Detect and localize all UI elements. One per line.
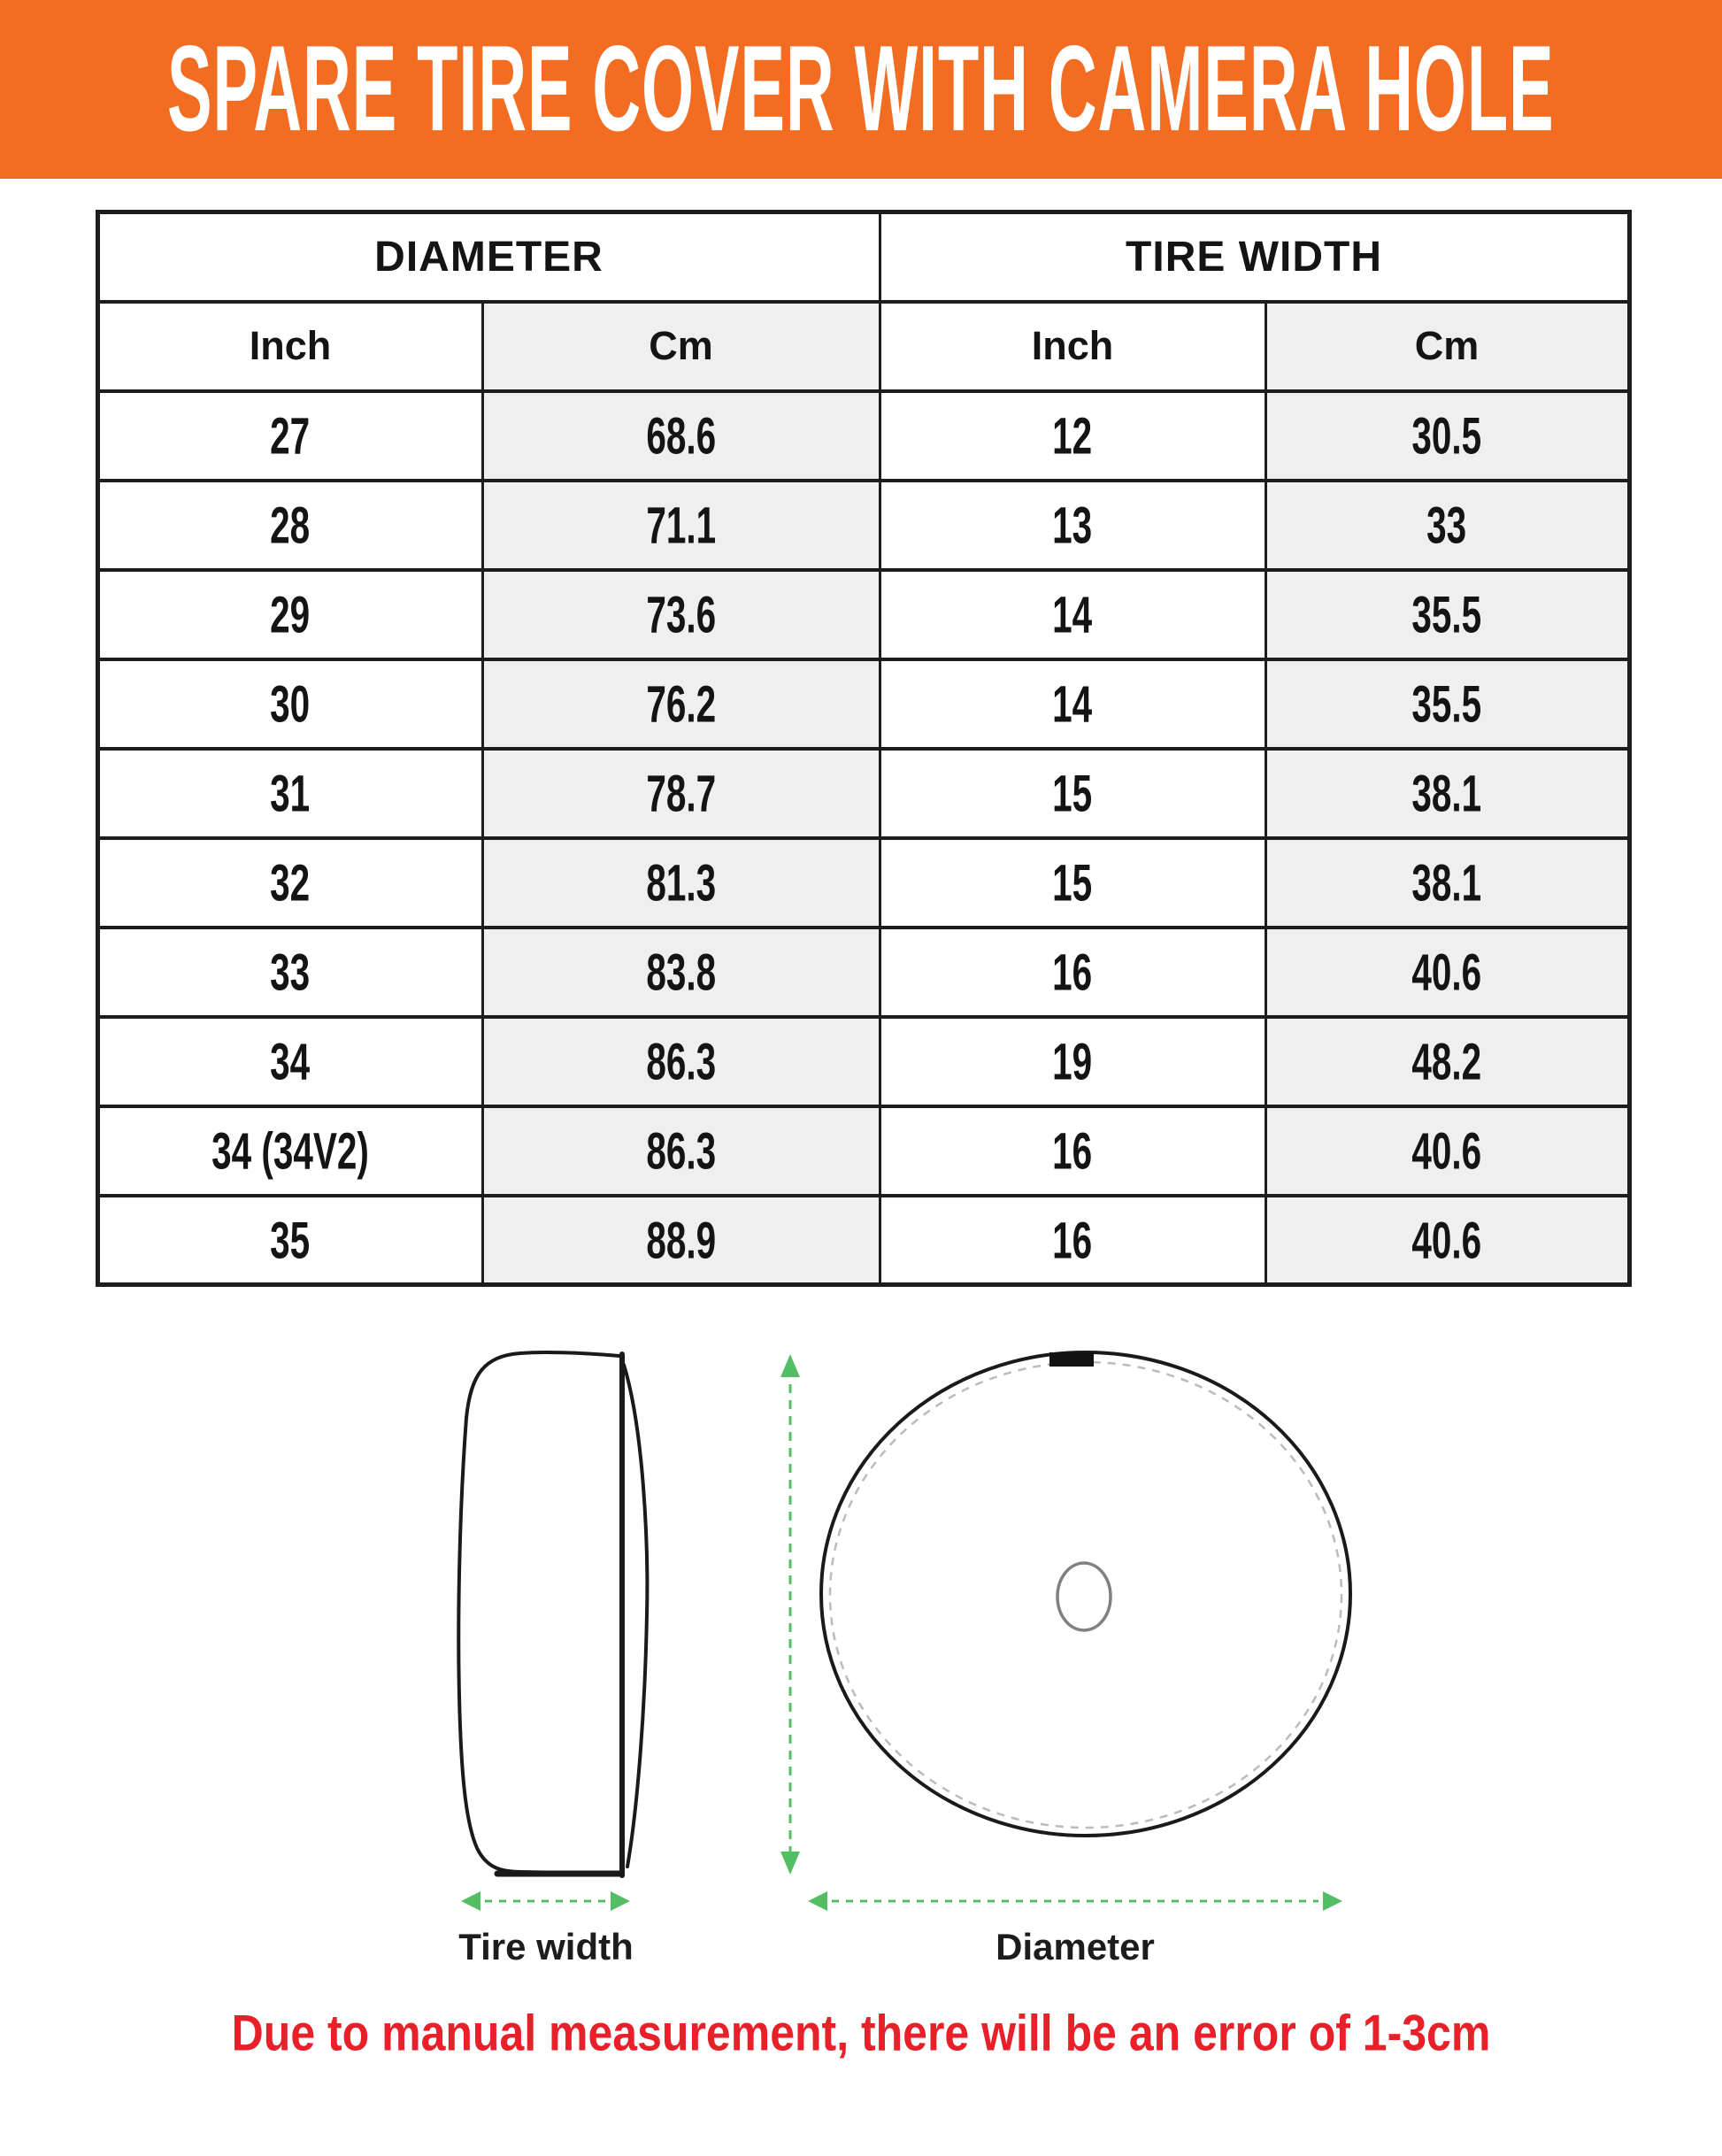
table-row xyxy=(97,1106,1629,1196)
unit-header-width-cm: Cm xyxy=(1265,302,1629,391)
table-cell: 40.6 xyxy=(1265,1196,1629,1285)
table-cell: 12 xyxy=(880,391,1265,481)
table-cell: 38.1 xyxy=(1265,838,1629,928)
tire-width-label: Tire width xyxy=(458,1926,634,1967)
table-cell: 76.2 xyxy=(482,659,880,749)
table-cell: 48.2 xyxy=(1265,1017,1629,1106)
table-cell: 35 xyxy=(97,1196,482,1285)
table-row xyxy=(97,481,1629,570)
table-cell: 13 xyxy=(880,481,1265,570)
table-cell: 68.6 xyxy=(482,391,880,481)
table-cell: 73.6 xyxy=(482,570,880,659)
table-cell: 35.5 xyxy=(1265,659,1629,749)
table-cell: 88.9 xyxy=(482,1196,880,1285)
table-cell: 14 xyxy=(880,570,1265,659)
page-title: SPARE TIRE COVER WITH CAMERA HOLE xyxy=(167,20,1555,158)
table-cell: 19 xyxy=(880,1017,1265,1106)
table-row xyxy=(97,749,1629,838)
table-cell: 81.3 xyxy=(482,838,880,928)
table-group-header-row xyxy=(97,212,1629,302)
table-cell: 38.1 xyxy=(1265,749,1629,838)
camera-hole xyxy=(1057,1563,1111,1630)
table-cell: 40.6 xyxy=(1265,928,1629,1017)
table-cell: 33 xyxy=(97,928,482,1017)
measurement-note-row xyxy=(0,2004,1722,2062)
table-cell: 86.3 xyxy=(482,1017,880,1106)
diameter-label: Diameter xyxy=(996,1926,1155,1967)
tire-front-view xyxy=(821,1352,1350,1836)
tire-side-view xyxy=(458,1352,647,1875)
tire-width-arrow xyxy=(461,1891,630,1911)
group-header-diameter: DIAMETER xyxy=(97,212,880,302)
table-row xyxy=(97,391,1629,481)
table-cell: 15 xyxy=(880,838,1265,928)
table-cell: 16 xyxy=(880,928,1265,1017)
table-row xyxy=(97,570,1629,659)
table-row xyxy=(97,838,1629,928)
table-cell: 34 (34V2) xyxy=(97,1106,482,1196)
measurement-note: Due to manual measurement, there will be an error of 1-3cm xyxy=(231,2004,1491,2062)
table-cell: 35.5 xyxy=(1265,570,1629,659)
table-cell: 31 xyxy=(97,749,482,838)
table-cell: 86.3 xyxy=(482,1106,880,1196)
table-row xyxy=(97,928,1629,1017)
header-banner xyxy=(0,0,1722,179)
table-cell: 30.5 xyxy=(1265,391,1629,481)
table-cell: 16 xyxy=(880,1106,1265,1196)
unit-header-diameter-cm: Cm xyxy=(482,302,880,391)
table-cell: 33 xyxy=(1265,481,1629,570)
diameter-arrow xyxy=(808,1891,1342,1911)
table-cell: 27 xyxy=(97,391,482,481)
table-cell: 29 xyxy=(97,570,482,659)
table-row xyxy=(97,1017,1629,1106)
side-rim-edge xyxy=(624,1365,647,1867)
table-unit-header-row xyxy=(97,302,1629,391)
measurement-diagram xyxy=(0,1287,1722,1995)
table-cell: 83.8 xyxy=(482,928,880,1017)
table-cell: 78.7 xyxy=(482,749,880,838)
table-cell: 34 xyxy=(97,1017,482,1106)
table-row xyxy=(97,659,1629,749)
diameter-vertical-arrow xyxy=(780,1354,800,1875)
table-row xyxy=(97,1196,1629,1285)
group-header-tire-width: TIRE WIDTH xyxy=(880,212,1629,302)
table-cell: 71.1 xyxy=(482,481,880,570)
size-table xyxy=(96,210,1632,1287)
table-cell: 15 xyxy=(880,749,1265,838)
table-cell: 28 xyxy=(97,481,482,570)
size-table-container xyxy=(96,210,1627,1287)
table-cell: 32 xyxy=(97,838,482,928)
table-cell: 16 xyxy=(880,1196,1265,1285)
unit-header-diameter-inch: Inch xyxy=(97,302,482,391)
table-cell: 30 xyxy=(97,659,482,749)
table-cell: 40.6 xyxy=(1265,1106,1629,1196)
table-cell: 14 xyxy=(880,659,1265,749)
top-tag-marker xyxy=(1049,1352,1094,1367)
unit-header-width-inch: Inch xyxy=(880,302,1265,391)
